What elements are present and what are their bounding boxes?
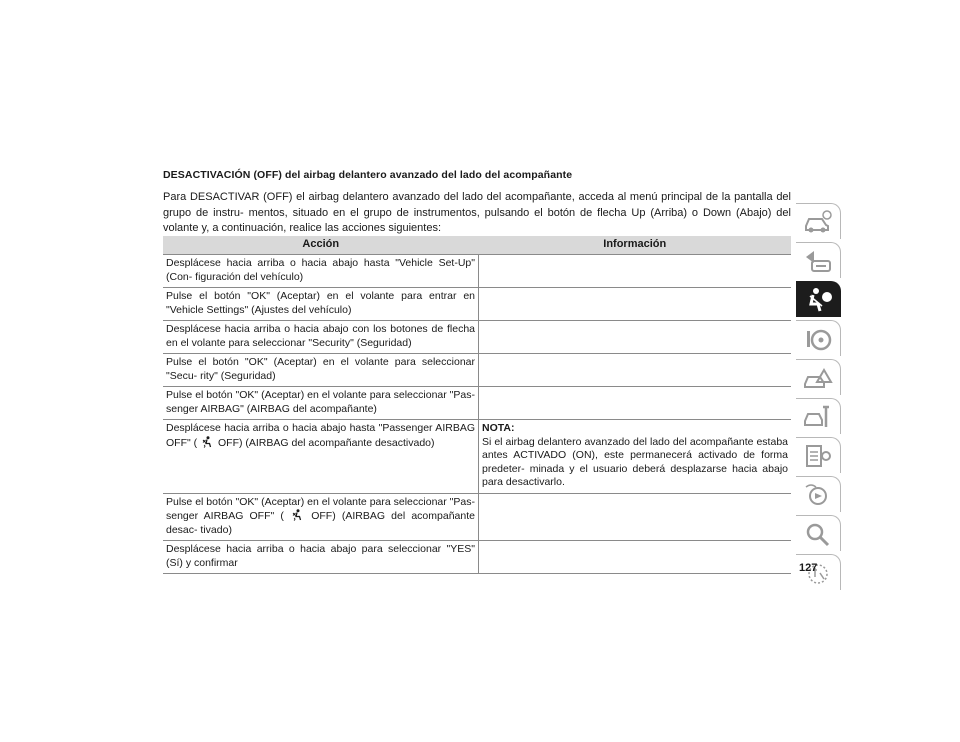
info-cell — [479, 255, 792, 288]
passenger-airbag-off-icon — [292, 509, 303, 521]
column-header-action: Acción — [163, 236, 479, 255]
action-cell: Pulse el botón "OK" (Aceptar) en el volante para seleccionar "Pas- senger AIRBAG" (AIRBAG del acompañante) — [163, 387, 479, 420]
action-cell: Desplácese hacia arriba o hacia abajo para seleccionar "YES" (Sí) y confirmar — [163, 541, 479, 574]
page-number: 127 — [799, 562, 818, 574]
tab-dashboard-warning[interactable] — [796, 242, 841, 278]
table-row — [163, 420, 791, 494]
tab-index[interactable] — [796, 515, 841, 551]
action-text-start: Desplácese hacia arriba o hacia abajo hasta "Passenger AIRBAG OFF" ( — [166, 422, 475, 449]
action-cell — [163, 420, 479, 494]
info-cell — [479, 354, 792, 387]
table-row — [163, 354, 791, 387]
action-cell: Desplácese hacia arriba o hacia abajo con los botones de flecha en el volante para seleccionar "Security" (Seguridad) — [163, 321, 479, 354]
note-label: NOTA: — [482, 422, 515, 434]
action-text-start: Pulse el botón "OK" (Aceptar) en el volante para seleccionar "Pas- senger AIRBAG OFF" ( — [166, 495, 475, 522]
tab-maintenance[interactable] — [796, 437, 841, 473]
maintenance-list-icon — [802, 442, 834, 470]
tab-roadside-emergency[interactable] — [796, 359, 841, 395]
action-cell: Pulse el botón "OK" (Aceptar) en el volante para seleccionar "Secu- rity" (Seguridad) — [163, 354, 479, 387]
dashboard-warning-icon — [802, 247, 834, 275]
tab-service[interactable] — [796, 398, 841, 434]
intro-paragraph: Para DESACTIVAR (OFF) el airbag delantero avanzado del lado del acompañante, acceda al menú principal de la pantalla del grupo de instru- mentos, situado en el grupo de instrumentos, pulsando el botón de flecha Up (Arriba) o Down (Abajo) del volante y, a continuación, realice las acciones siguientes: — [163, 191, 791, 234]
tab-safety[interactable] — [796, 281, 841, 317]
table-row — [163, 288, 791, 321]
car-service-wrench-icon — [802, 403, 834, 431]
chapter-tabs — [796, 203, 842, 593]
section-heading: DESACTIVACIÓN (OFF) del airbag delantero avanzado del lado del acompañante — [163, 169, 573, 181]
table-row — [163, 321, 791, 354]
roadside-emergency-icon — [802, 364, 834, 392]
car-info-icon — [802, 208, 834, 236]
info-cell — [479, 288, 792, 321]
tab-car-info[interactable] — [796, 203, 841, 239]
tab-multimedia[interactable] — [796, 476, 841, 512]
info-cell — [479, 420, 792, 494]
table-row — [163, 387, 791, 420]
tab-driving[interactable] — [796, 320, 841, 356]
action-cell: Pulse el botón "OK" (Aceptar) en el volante para entrar en "Vehicle Settings" (Ajustes del vehículo) — [163, 288, 479, 321]
table-header-row — [163, 236, 791, 255]
action-text-end: OFF) (AIRBAG del acompañante desactivado) — [217, 436, 435, 449]
table-row — [163, 493, 791, 541]
steering-wheel-icon — [802, 325, 834, 353]
seat-belt-airbag-icon — [802, 286, 834, 314]
info-cell — [479, 321, 792, 354]
passenger-airbag-off-icon — [202, 436, 213, 448]
info-cell — [479, 541, 792, 574]
actions-table — [163, 236, 791, 574]
column-header-info: Información — [479, 236, 792, 255]
action-cell: Desplácese hacia arriba o hacia abajo hasta "Vehicle Set-Up" (Con- figuración del vehículo) — [163, 255, 479, 288]
search-index-icon — [802, 520, 834, 548]
multimedia-icon — [802, 481, 834, 509]
action-cell — [163, 493, 479, 541]
info-cell — [479, 387, 792, 420]
table-row — [163, 255, 791, 288]
table-row — [163, 541, 791, 574]
info-cell — [479, 493, 792, 541]
note-text: Si el airbag delantero avanzado del lado del acompañante estaba antes ACTIVADO (ON), este permanecerá activado de forma predeter- minada y el usuario deberá desplazarse hacia abajo para desactivarlo. — [482, 435, 788, 488]
action-text-end: OFF) (AIRBAG del acompañante desac- tivado) — [166, 510, 475, 536]
